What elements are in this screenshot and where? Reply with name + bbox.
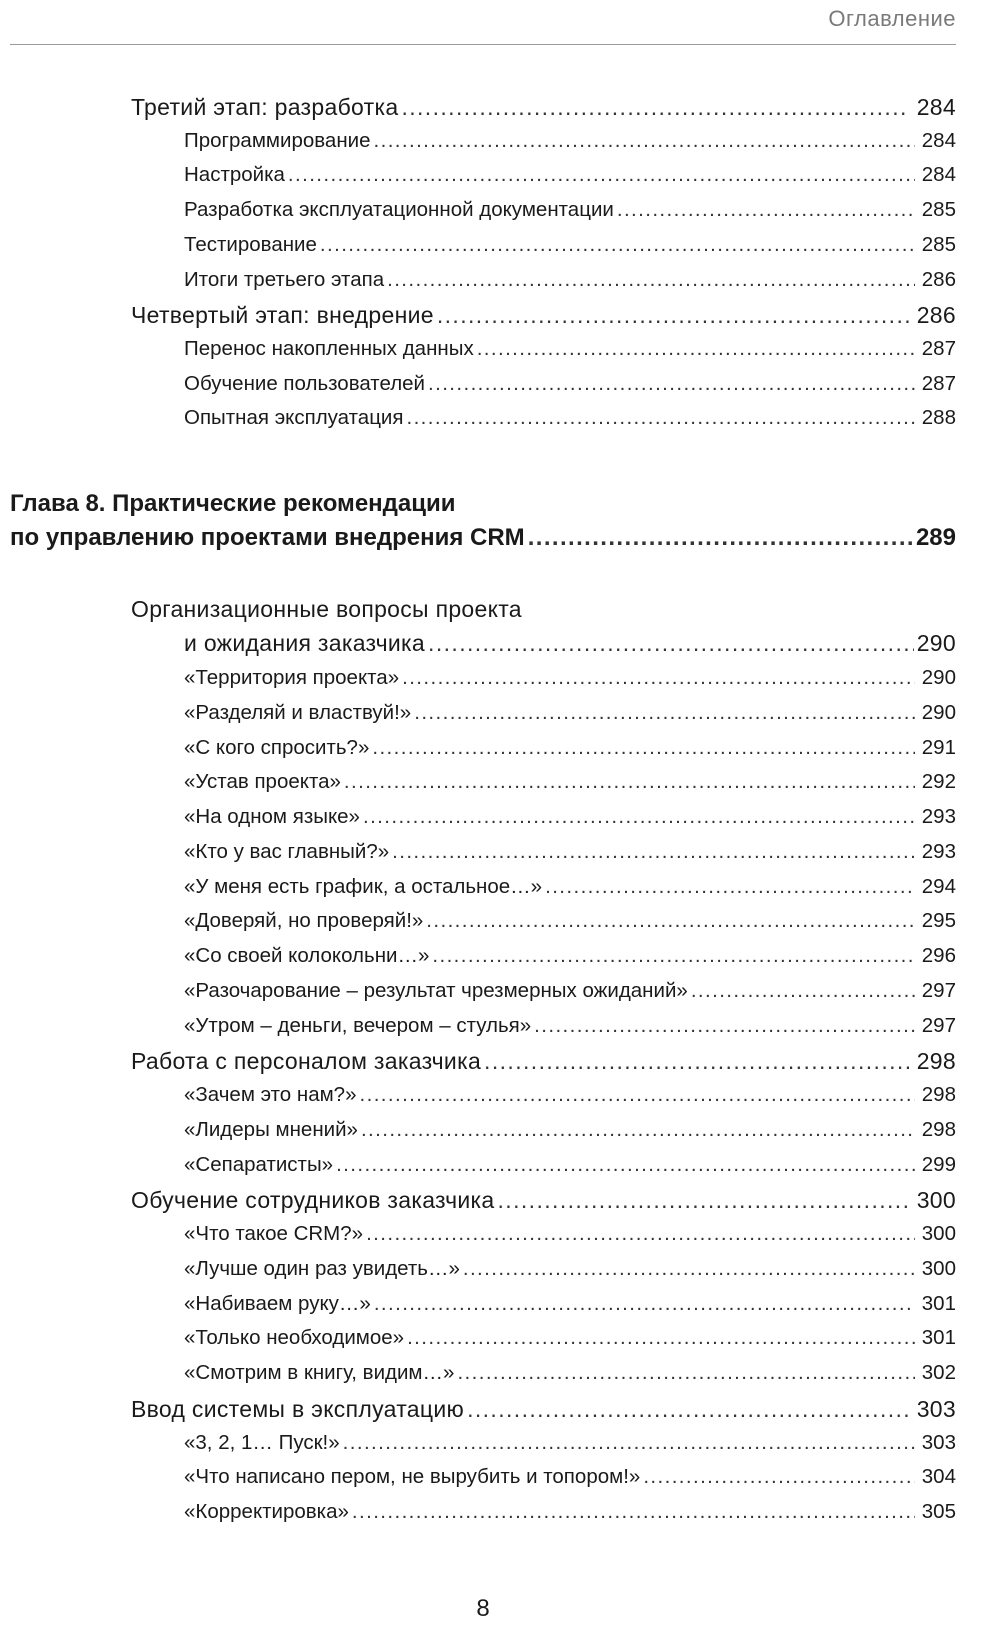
leader-dots <box>406 406 915 430</box>
entry-page-number: 284 <box>916 94 956 120</box>
leader-dots <box>360 1083 916 1107</box>
entry-title: «Разделяй и властвуй!» <box>184 700 412 724</box>
leader-dots <box>428 630 914 657</box>
leader-dots <box>361 1118 915 1142</box>
chapter-entry[interactable] <box>10 524 956 552</box>
entry-title: Программирование <box>184 128 371 152</box>
entry-page-number: 290 <box>921 666 956 689</box>
entry-title: «Лидеры мнений» <box>184 1117 358 1141</box>
toc-subsection-entry[interactable] <box>184 1014 956 1038</box>
toc-subsection-entry[interactable] <box>184 909 956 933</box>
entry-title: «Корректировка» <box>184 1500 349 1523</box>
toc-section-entry[interactable] <box>131 94 956 121</box>
toc-subsection-entry[interactable] <box>184 1292 956 1316</box>
toc-subsection-entry[interactable] <box>184 979 956 1003</box>
toc-section-entry[interactable] <box>131 1396 956 1423</box>
leader-dots <box>432 944 915 968</box>
entry-page-number: 305 <box>921 1500 956 1523</box>
toc-subsection-entry[interactable] <box>184 1083 956 1107</box>
leader-dots <box>401 94 909 121</box>
toc-subsection-entry[interactable] <box>184 1500 956 1524</box>
running-head: Оглавление <box>828 6 956 31</box>
toc-subsection-entry[interactable] <box>184 1257 956 1281</box>
entry-title: Ввод системы в эксплуатацию <box>131 1395 465 1422</box>
toc-subsection-entry[interactable] <box>184 736 956 760</box>
leader-dots <box>463 1257 915 1281</box>
entry-page-number: 291 <box>921 735 956 759</box>
entry-page-number: 284 <box>921 163 956 187</box>
entry-page-number: 290 <box>921 700 956 724</box>
leader-dots <box>545 875 915 899</box>
leader-dots <box>372 736 915 760</box>
entry-page-number: 284 <box>921 128 956 152</box>
entry-page-number: 296 <box>921 944 956 967</box>
leader-dots <box>336 1153 915 1177</box>
entry-title: Обучение сотрудников заказчика <box>131 1187 495 1214</box>
leader-dots <box>414 701 915 725</box>
entry-page-number: 301 <box>921 1326 956 1350</box>
section-title-line2: и ожидания заказчика <box>184 630 426 656</box>
entry-title: Настройка <box>184 163 285 187</box>
toc-subsection-entry[interactable] <box>184 337 956 361</box>
chapter-title-line2: по управлению проектами внедрения CRM <box>10 524 525 551</box>
toc-subsection-entry[interactable] <box>184 1222 956 1246</box>
toc-subsection-entry[interactable] <box>184 840 956 864</box>
entry-page-number: 300 <box>921 1256 956 1280</box>
entry-page-number: 287 <box>921 336 956 360</box>
entry-title: «Смотрим в книгу, видим…» <box>184 1361 455 1384</box>
entry-title: «У меня есть график, а остальное…» <box>184 874 543 898</box>
entry-title: «Кто у вас главный?» <box>184 839 390 863</box>
leader-dots <box>691 979 915 1003</box>
entry-page-number: 301 <box>921 1291 956 1315</box>
toc-subsection-entry[interactable] <box>184 1431 956 1455</box>
entry-title: «Что написано пером, не вырубить и топором!» <box>184 1465 641 1489</box>
entry-page-number: 294 <box>921 874 956 898</box>
entry-title: «Устав проекта» <box>184 770 341 794</box>
entry-title: «Только необходимое» <box>184 1326 405 1350</box>
entry-title: «3, 2, 1… Пуск!» <box>184 1430 340 1454</box>
entry-title: Опытная эксплуатация <box>184 406 404 430</box>
entry-page-number: 298 <box>921 1083 956 1106</box>
entry-page-number: 286 <box>916 302 956 329</box>
toc-subsection-entry[interactable] <box>184 666 956 690</box>
leader-dots <box>343 1431 915 1455</box>
leader-dots <box>374 1292 915 1316</box>
entry-title: Перенос накопленных данных <box>184 336 474 360</box>
entry-page-number: 297 <box>921 978 956 1002</box>
toc-subsection-entry[interactable] <box>184 1118 956 1142</box>
leader-dots <box>428 372 915 396</box>
header-rule <box>10 44 956 45</box>
entry-page-number: 293 <box>921 839 956 863</box>
toc-subsection-entry[interactable] <box>184 1361 956 1385</box>
entry-title: «Утром – деньги, вечером – стулья» <box>184 1013 532 1037</box>
leader-dots <box>426 909 915 933</box>
entry-title: Тестирование <box>184 232 317 256</box>
entry-title: Четвертый этап: внедрение <box>131 302 434 329</box>
chapter-page-number: 289 <box>915 524 956 551</box>
leader-dots <box>437 302 909 329</box>
leader-dots <box>617 198 915 222</box>
entry-title: «Зачем это нам?» <box>184 1083 357 1106</box>
leader-dots <box>484 1048 909 1075</box>
toc-subsection-entry[interactable] <box>184 944 956 968</box>
toc-subsection-entry[interactable] <box>184 233 956 257</box>
entry-title: «Со своей колокольни…» <box>184 944 430 967</box>
toc-subsection-entry[interactable] <box>184 198 956 222</box>
entry-title: «Территория проекта» <box>184 666 400 689</box>
section-title-line1: Организационные вопросы проекта <box>131 596 522 622</box>
entry-page-number: 298 <box>921 1117 956 1141</box>
leader-dots <box>457 1361 915 1385</box>
page-number: 8 <box>476 1595 490 1622</box>
toc-subsection-entry[interactable] <box>184 163 956 187</box>
leader-dots <box>374 129 916 153</box>
entry-page-number: 302 <box>921 1361 956 1384</box>
leader-dots <box>288 163 915 187</box>
entry-page-number: 295 <box>921 909 956 933</box>
entry-title: Обучение пользователей <box>184 371 426 395</box>
entry-page-number: 300 <box>916 1187 956 1214</box>
toc-subsection-entry[interactable] <box>184 406 956 430</box>
toc-section-entry[interactable] <box>131 1187 956 1214</box>
entry-page-number: 300 <box>921 1222 956 1245</box>
toc-subsection-entry[interactable] <box>184 805 956 829</box>
leader-dots <box>352 1500 915 1524</box>
leader-dots <box>498 1187 909 1214</box>
toc-subsection-entry[interactable] <box>184 1465 956 1489</box>
leader-dots <box>344 770 915 794</box>
entry-title: «Разочарование – результат чрезмерных ожиданий» <box>184 978 688 1002</box>
entry-title: Разработка эксплуатационной документации <box>184 198 614 222</box>
leader-dots <box>320 233 915 257</box>
entry-page-number: 297 <box>921 1013 956 1037</box>
toc-subsection-entry[interactable] <box>184 1326 956 1350</box>
entry-page-number: 298 <box>916 1048 956 1075</box>
toc-subsection-entry[interactable] <box>184 268 956 292</box>
entry-page-number: 285 <box>921 198 956 222</box>
entry-page-number: 293 <box>921 805 956 828</box>
toc-subsection-entry[interactable] <box>184 701 956 725</box>
leader-dots <box>392 840 915 864</box>
entry-page-number: 304 <box>921 1465 956 1489</box>
entry-title: Итоги третьего этапа <box>184 267 385 291</box>
section-page-number: 290 <box>916 630 956 656</box>
entry-page-number: 288 <box>921 406 956 430</box>
entry-title: «Доверяй, но проверяй!» <box>184 909 424 933</box>
entry-page-number: 287 <box>921 371 956 395</box>
entry-page-number: 292 <box>921 770 956 794</box>
toc-subsection-entry[interactable] <box>184 1153 956 1177</box>
leader-dots <box>363 805 915 829</box>
toc-subsection-entry[interactable] <box>184 372 956 396</box>
toc-subsection-entry[interactable] <box>184 129 956 153</box>
leader-dots <box>643 1465 915 1489</box>
entry-title: «На одном языке» <box>184 805 360 828</box>
entry-page-number: 299 <box>921 1152 956 1176</box>
leader-dots <box>407 1326 915 1350</box>
entry-title: «Что такое CRM?» <box>184 1222 364 1245</box>
entry-page-number: 286 <box>921 267 956 291</box>
section-entry-wrapped[interactable] <box>184 630 956 657</box>
entry-page-number: 303 <box>916 1395 956 1422</box>
entry-title: «Набиваем руку…» <box>184 1291 371 1315</box>
leader-dots <box>467 1396 909 1423</box>
toc-section-entry[interactable] <box>131 302 956 329</box>
leader-dots <box>402 666 915 690</box>
entry-title: «С кого спросить?» <box>184 735 370 759</box>
leader-dots <box>477 337 915 361</box>
toc-subsection-entry[interactable] <box>184 875 956 899</box>
entry-title: Работа с персоналом заказчика <box>131 1048 482 1075</box>
leader-dots <box>366 1222 915 1246</box>
toc-section-entry[interactable] <box>131 1048 956 1075</box>
leader-dots <box>528 524 913 552</box>
leader-dots <box>387 268 915 292</box>
entry-page-number: 285 <box>921 232 956 256</box>
toc-subsection-entry[interactable] <box>184 770 956 794</box>
entry-title: Третий этап: разработка <box>131 94 399 120</box>
entry-page-number: 303 <box>921 1430 956 1454</box>
leader-dots <box>534 1014 915 1038</box>
entry-title: «Лучше один раз увидеть…» <box>184 1256 460 1280</box>
chapter-title-line1: Глава 8. Практические рекомендации <box>10 490 456 517</box>
entry-title: «Сепаратисты» <box>184 1152 334 1176</box>
